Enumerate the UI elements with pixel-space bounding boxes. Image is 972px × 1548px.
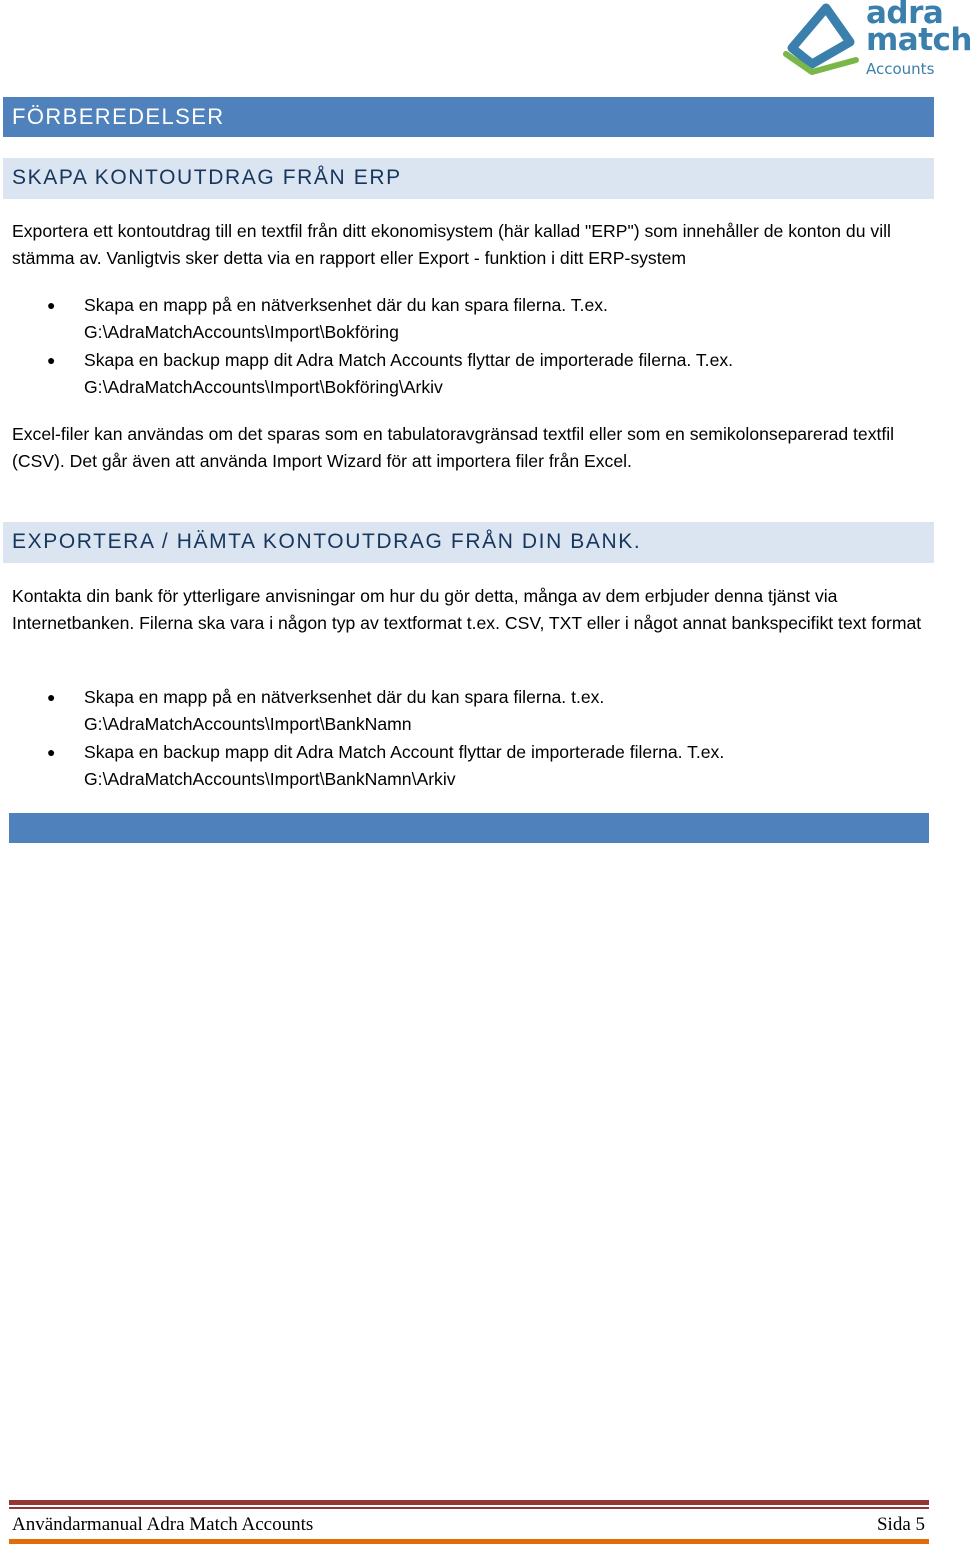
list-item-path: G:\AdraMatchAccounts\Import\BankNamn\Arkiv: [84, 769, 456, 789]
bullet-icon: ●: [47, 744, 56, 760]
list-item: [0, 347, 930, 401]
footer-title: Användarmanual Adra Match Accounts: [12, 1514, 314, 1535]
logo-mark-icon: [782, 2, 864, 76]
list-item-path: G:\AdraMatchAccounts\Import\BankNamn: [84, 714, 412, 734]
list-item-text: Skapa en backup mapp dit Adra Match Accounts flyttar de importerade filerna. T.ex.: [84, 350, 734, 370]
adra-match-logo: [782, 0, 972, 88]
heading-forberedelser: FÖRBEREDELSER: [3, 97, 934, 137]
logo-word-accounts: Accounts: [866, 60, 935, 78]
heading-skapa-kontoutdrag: SKAPA KONTOUTDRAG FRÅN ERP: [3, 158, 934, 199]
section1-intro: Exportera ett kontoutdrag till en textfil från ditt ekonomisystem (här kallad "ERP") som innehåller de konton du vill stämma av. Vanligtvis sker detta via en rapport eller Export - funktion i ditt ERP-system: [12, 221, 891, 268]
list-item-text: Skapa en backup mapp dit Adra Match Account flyttar de importerade filerna. T.ex.: [84, 742, 725, 762]
section1-bullet-list: [0, 292, 930, 402]
list-item: [0, 292, 930, 346]
section-divider-bar: [9, 813, 929, 843]
bullet-icon: ●: [47, 297, 56, 313]
bullet-icon: ●: [47, 689, 56, 705]
footer-rule-thick: [9, 1500, 929, 1505]
footer-rule-thin: [9, 1507, 929, 1509]
logo-word-match: match: [866, 22, 972, 58]
heading-exportera-kontoutdrag: EXPORTERA / HÄMTA KONTOUTDRAG FRÅN DIN BANK.: [3, 522, 934, 563]
section2-bullet-list: [0, 684, 930, 794]
section1-note: Excel-filer kan användas om det sparas som en tabulatoravgränsad textfil eller som en semikolonseparerad textfil (CSV). Det går även att använda Import Wizard för att importera filer från Excel.: [12, 424, 895, 471]
list-item: [0, 684, 930, 738]
footer-page-number: Sida 5: [876, 1514, 925, 1535]
bullet-icon: ●: [47, 352, 56, 368]
list-item-path: G:\AdraMatchAccounts\Import\Bokföring: [84, 322, 399, 342]
list-item-path: G:\AdraMatchAccounts\Import\Bokföring\Arkiv: [84, 377, 443, 397]
footer-accent-rule: [9, 1539, 929, 1544]
logo-word-adra: adra: [866, 0, 944, 31]
section2-intro: Kontakta din bank för ytterligare anvisningar om hur du gör detta, många av dem erbjuder denna tjänst via Internetbanken. Filerna ska vara i någon typ av textformat t.ex. CSV, TXT eller i något annat bankspecifikt text format: [12, 586, 922, 633]
list-item-text: Skapa en mapp på en nätverksenhet där du kan spara filerna. T.ex.: [84, 295, 608, 315]
list-item-text: Skapa en mapp på en nätverksenhet där du kan spara filerna. t.ex.: [84, 687, 605, 707]
list-item: [0, 739, 930, 793]
